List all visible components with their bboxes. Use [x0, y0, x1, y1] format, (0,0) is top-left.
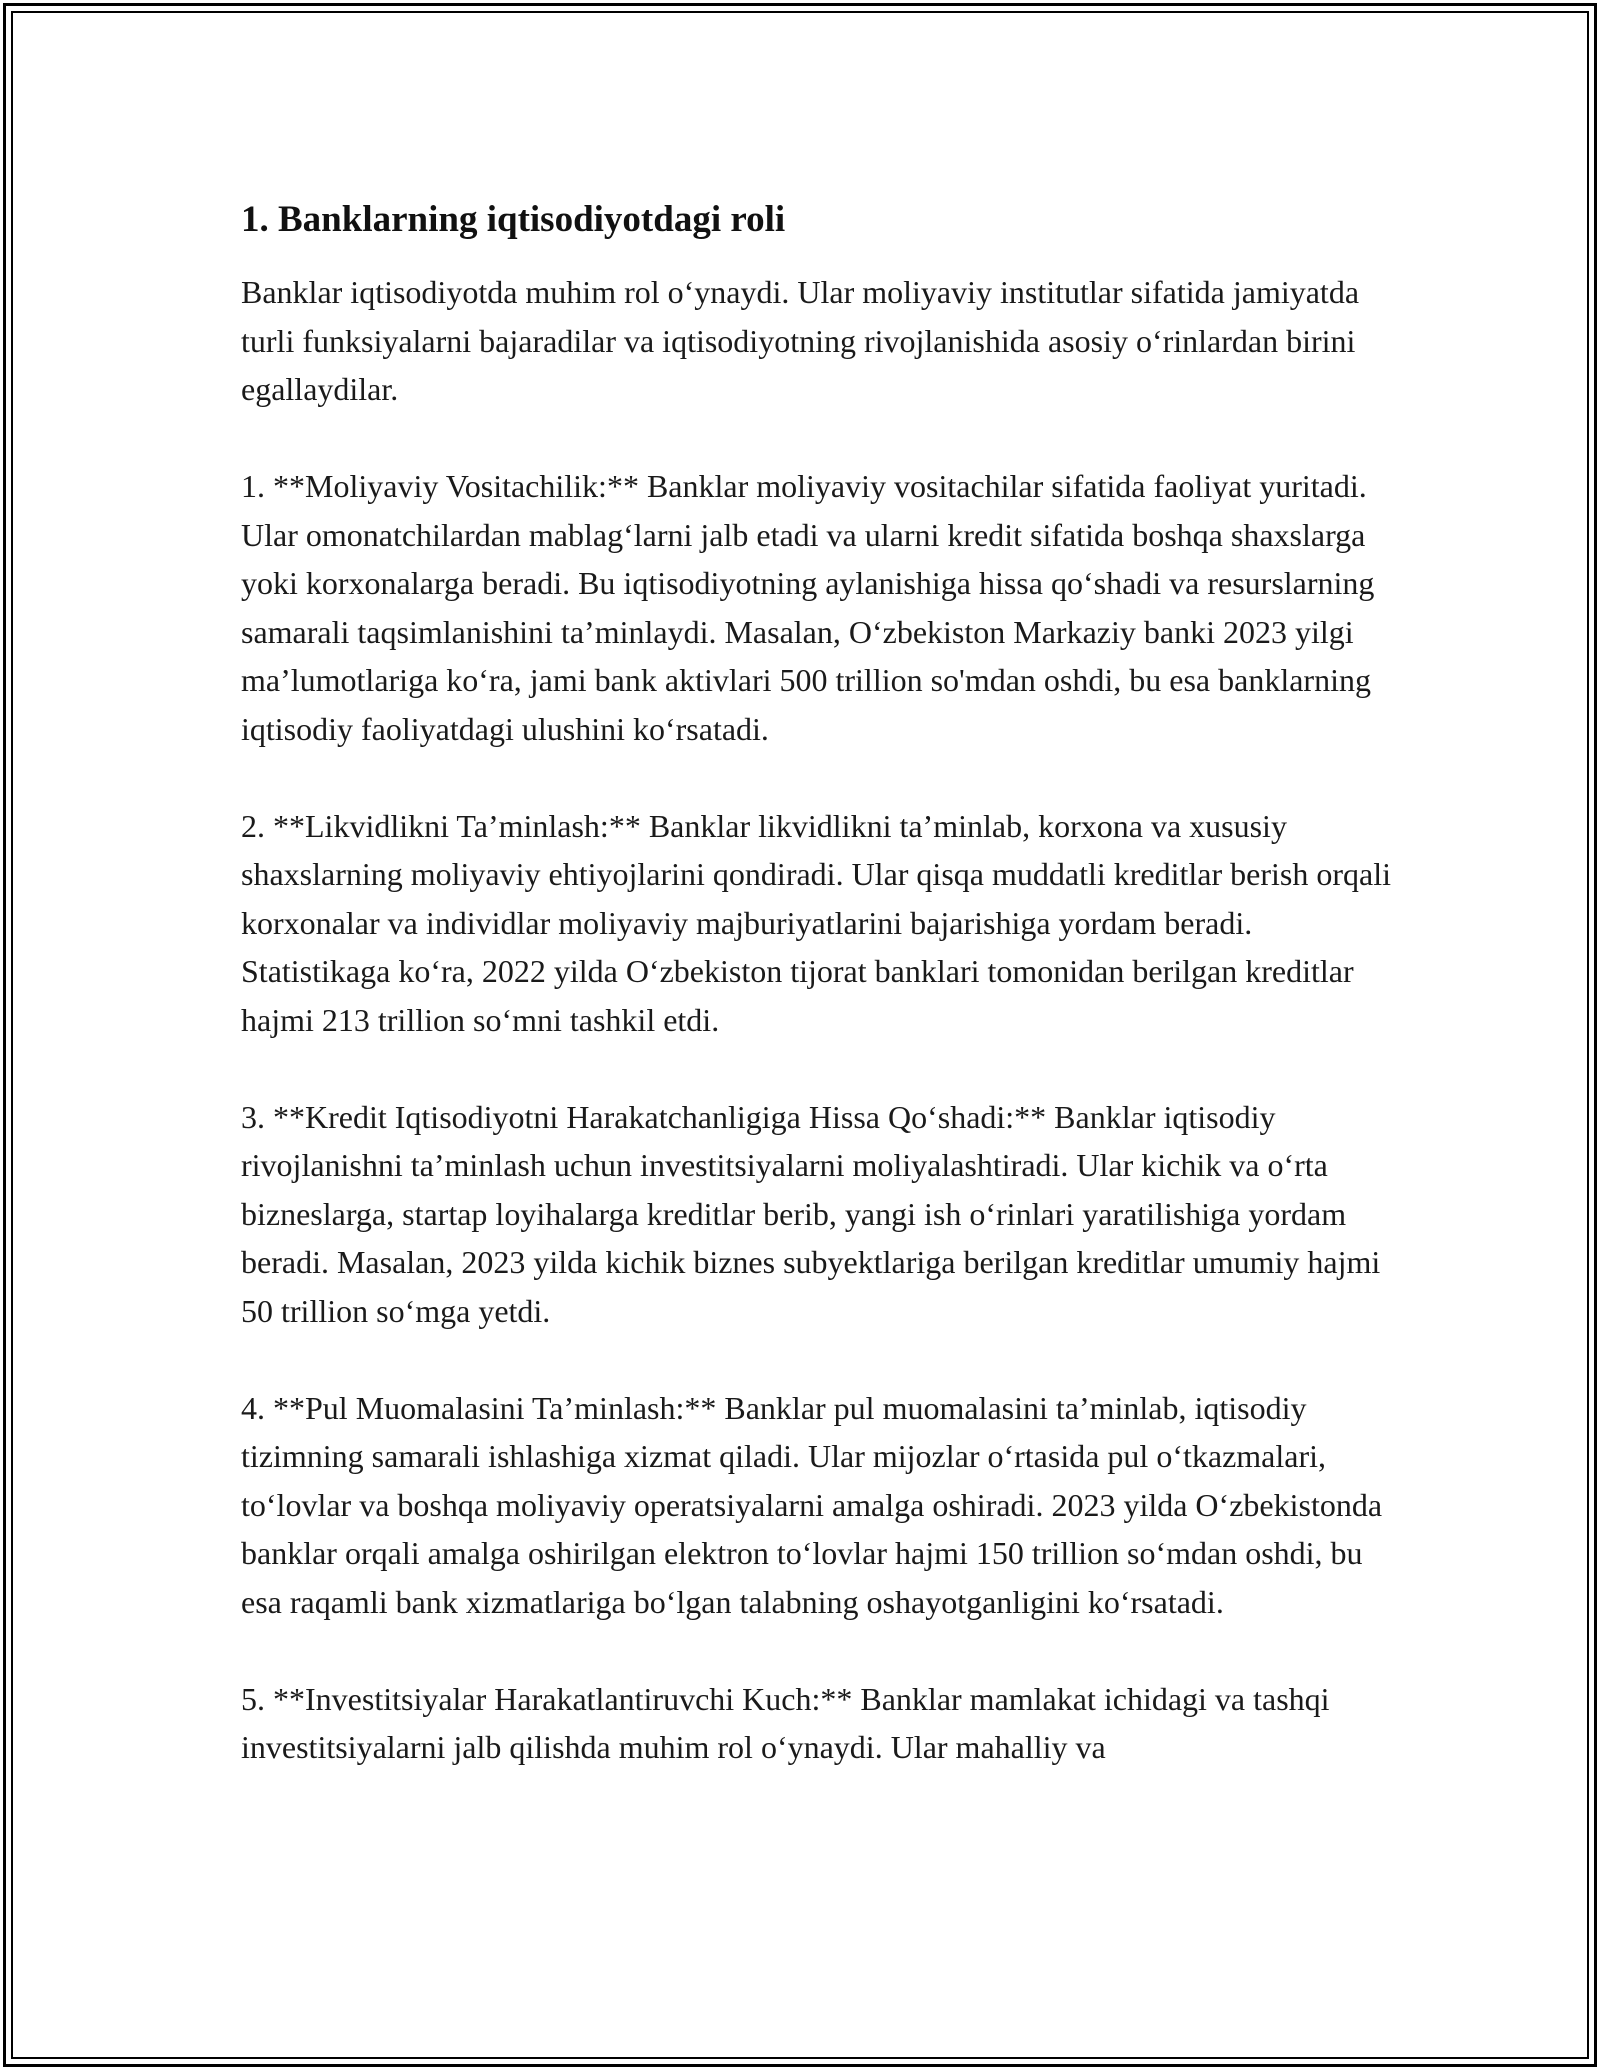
document-title: 1. Banklarning iqtisodiyotdagi roli — [241, 199, 786, 240]
paragraph-credit: 3. **Kredit Iqtisodiyotni Harakatchanligiga Hissa Qo‘shadi:** Banklar iqtisodiy rivojlanishni ta’minlash uchun investitsiyalarni moliyalashtiradi. Ular kichik va o‘rta bizneslarga, startap loyihalarga kreditlar berib, yangi ish o‘rinlari yaratilishiga yordam beradi. Masalan, 2023 yilda kichik biznes subyektlariga berilgan kreditlar umumiy hajmi 50 trillion so‘mga yetdi. — [241, 1098, 1381, 1329]
paragraph-investments: 5. **Investitsiyalar Harakatlantiruvchi Kuch:** Banklar mamlakat ichidagi va tashqi investitsiyalarni jalb qilishda muhim rol o‘ynaydi. Ular mahalliy va — [241, 1680, 1330, 1765]
document-body — [241, 196, 1391, 1820]
page-frame — [3, 3, 1597, 2067]
paragraph-liquidity: 2. **Likvidlikni Ta’minlash:** Banklar likvidlikni ta’minlab, korxona va xususiy shaxslarning moliyaviy ehtiyojlarini qondiradi. Ular qisqa muddatli kreditlar berish orqali korxonalar va individlar moliyaviy majburiyatlarini bajarishiga yordam beradi. Statistikaga ko‘ra, 2022 yilda O‘zbekiston tijorat banklari tomonidan berilgan kreditlar hajmi 213 trillion so‘mni tashkil etdi. — [241, 807, 1391, 1038]
paragraph-money-circulation: 4. **Pul Muomalasini Ta’minlash:** Banklar pul muomalasini ta’minlab, iqtisodiy tizimning samarali ishlashiga xizmat qiladi. Ular mijozlar o‘rtasida pul o‘tkazmalari, to‘lovlar va boshqa moliyaviy operatsiyalarni amalga oshiradi. 2023 yilda O‘zbekistonda banklar orqali amalga oshirilgan elektron to‘lovlar hajmi 150 trillion so‘mdan oshdi, bu esa raqamli bank xizmatlariga bo‘lgan talabning oshayotganligini ko‘rsatadi. — [241, 1389, 1383, 1620]
intro-paragraph: Banklar iqtisodiyotda muhim rol o‘ynaydi. Ular moliyaviy institutlar sifatida jamiyatda turli funksiyalarni bajaradilar va iqtisodiyotning rivojlanishida asosiy o‘rinlardan birini egallaydilar. — [241, 274, 1360, 407]
paragraph-financial-intermediation: 1. **Moliyaviy Vositachilik:** Banklar moliyaviy vositachilar sifatida faoliyat yuritadi. Ular omonatchilardan mablag‘larni jalb etadi va ularni kredit sifatida boshqa shaxslarga yoki korxonalarga beradi. Bu iqtisodiyotning aylanishiga hissa qo‘shadi va resurslarning samarali taqsimlanishini ta’minlaydi. Masalan, O‘zbekiston Markaziy banki 2023 yilgi ma’lumotlariga ko‘ra, jami bank aktivlari 500 trillion so'mdan oshdi, bu esa banklarning iqtisodiy faoliyatdagi ulushini ko‘rsatadi. — [241, 468, 1375, 747]
